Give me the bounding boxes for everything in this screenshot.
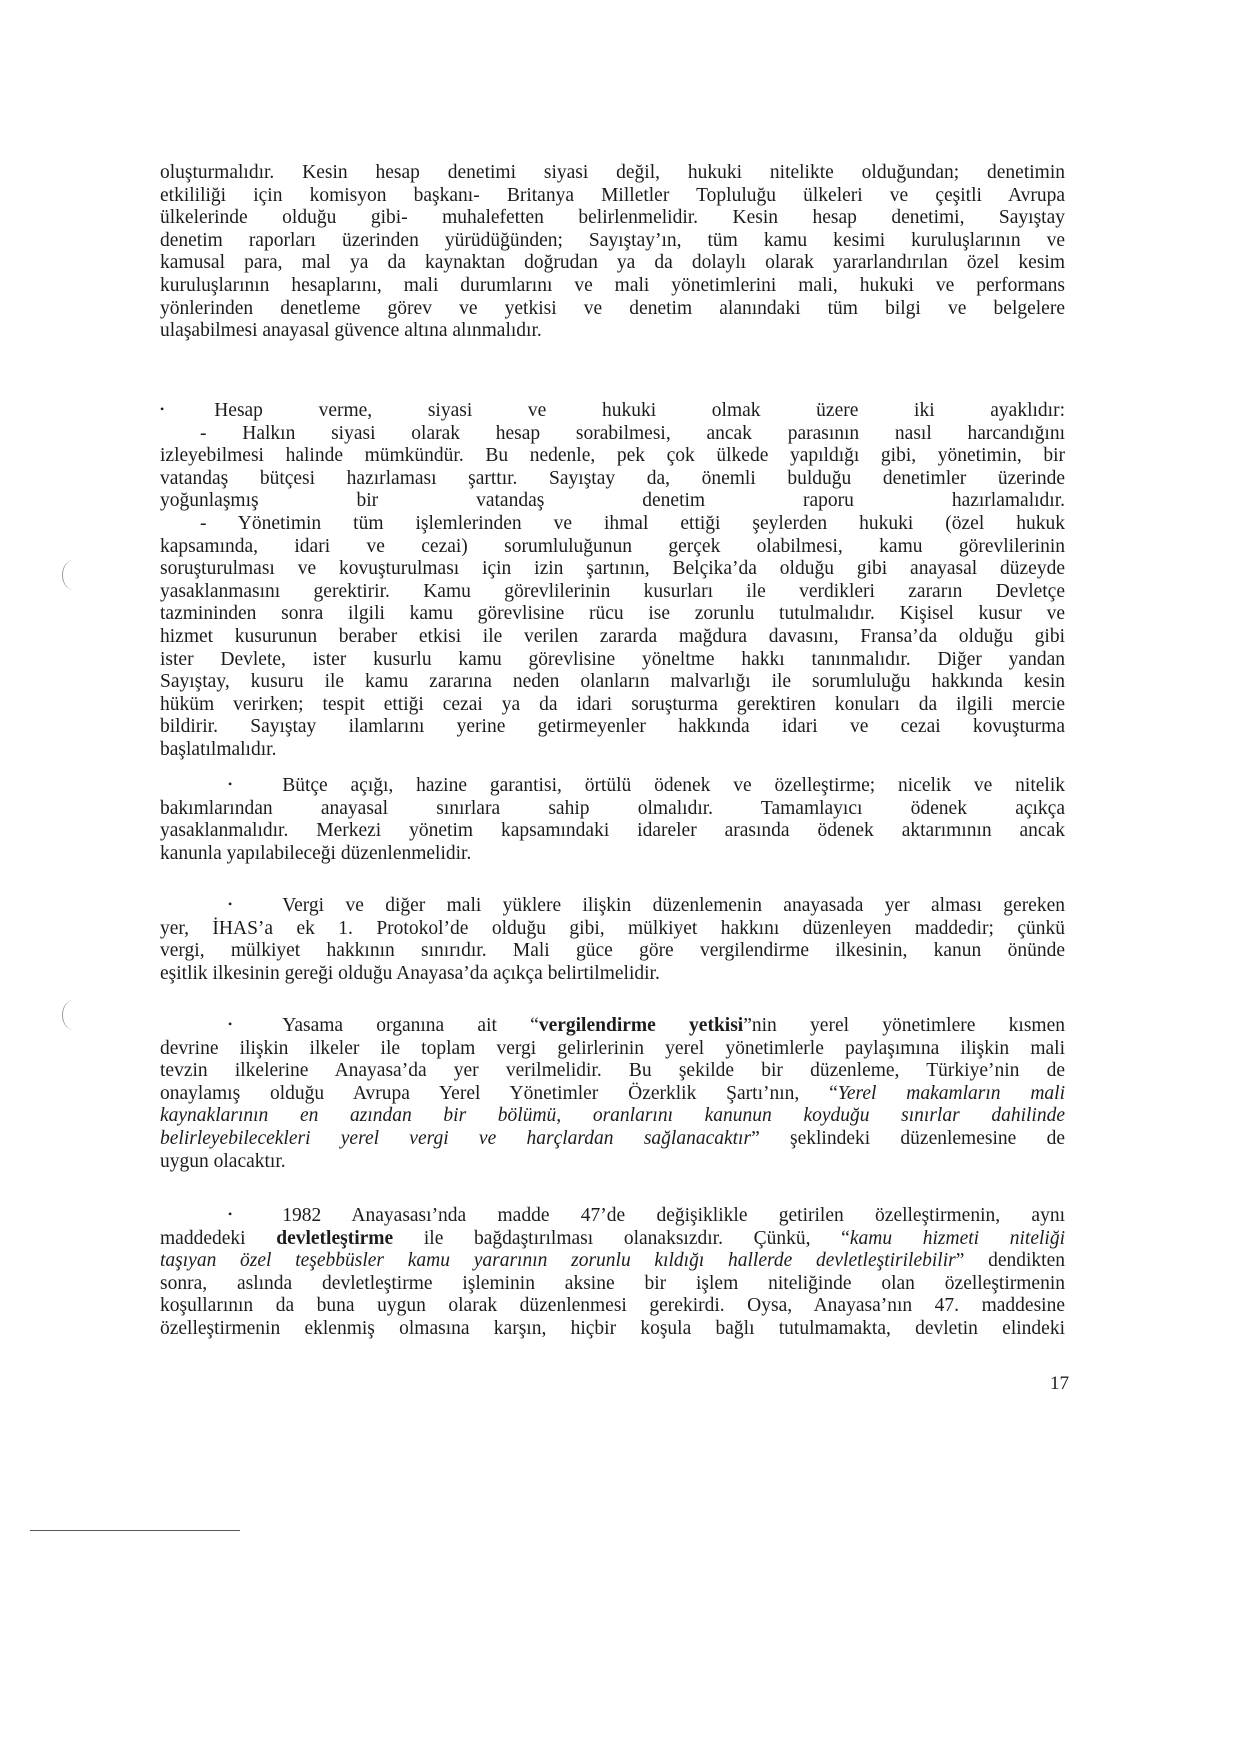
text-line [160, 558, 1065, 581]
paragraph-tax [160, 893, 1065, 985]
bullet-icon: • [228, 1207, 233, 1221]
text-line [160, 298, 1065, 321]
scan-punch-mark [62, 1000, 85, 1030]
text-line [160, 1318, 1065, 1341]
text-line [160, 230, 1065, 253]
text-line [160, 603, 1065, 626]
text-line [160, 798, 1065, 821]
text-segment: ulaşabilmesi anayasal güvence altına alınmalıdır. [160, 320, 542, 342]
paragraph-budget-limits [160, 773, 1065, 865]
text-segment: izleyebilmesi halinde mümkündür. Bu nedenle, pek çok ülkede yapıldığı gibi, yönetimin, bir [160, 445, 1065, 467]
text-segment: onaylamış olduğu Avrupa Yerel Yönetimler Özerklik Şartı’nın, “ [160, 1082, 838, 1104]
text-segment: hüküm verirken; tespit ettiği cezai ya da idari soruşturma gerektiren konuları da ilgili mercie [160, 693, 1065, 715]
paragraph-audit-committee [160, 162, 1065, 343]
text-segment: denetim raporları üzerinden yürüdüğünden; Sayıştay’ın, tüm kamu kesimi kuruluşlarının ve [160, 229, 1065, 251]
page-number: 17 [1050, 1373, 1069, 1394]
text-line [160, 252, 1065, 275]
text-segment: 1982 Anayasası’nda madde 47’de değişiklikle getirilen özelleştirmenin, aynı [282, 1205, 1065, 1226]
text-segment: koşullarının da buna uygun olarak düzenlenmesi gerekirdi. Oysa, Anayasa’nın 47. maddesine [160, 1295, 1065, 1317]
text-segment: ister Devlete, ister kusurlu kamu görevlisine yöneltme hakkı tanınmalıdır. Diğer yandan [160, 648, 1065, 670]
text-line [160, 1013, 1065, 1038]
footnote-separator [30, 1530, 240, 1531]
text-line [160, 940, 1065, 963]
text-segment: vergi, mülkiyet hakkının sınırıdır. Mali güce göre vergilendirme ilkesinin, kanun önünde [160, 940, 1065, 962]
text-line [160, 893, 1065, 918]
text-line [160, 1273, 1065, 1296]
text-segment: hizmet kusurunun beraber etkisi ile verilen zararda mağdura davasını, Fransa’da olduğu gibi [160, 625, 1065, 647]
text-segment: Yerel makamların mali [837, 1082, 1065, 1104]
text-line [160, 694, 1065, 717]
text-line [160, 185, 1065, 208]
text-segment: yasaklanmasını gerektirir. Kamu görevlilerinin kusurları ile verdikleri zararın Devletçe [160, 580, 1065, 602]
bullet-icon: • [228, 1017, 233, 1031]
text-segment: ile bağdaştırılması olanaksızdır. Çünkü, “ [393, 1227, 850, 1249]
text-line [160, 649, 1065, 672]
text-segment: yönlerinden denetleme görev ve yetkisi ve denetim alanındaki tüm bilgi ve belgelere [160, 297, 1065, 319]
text-line [160, 843, 1065, 866]
text-line [160, 513, 1065, 536]
text-segment: Yasama organına ait “ [282, 1015, 539, 1036]
text-line [160, 423, 1065, 446]
paragraph-accountability [160, 398, 1065, 762]
text-segment: yoğunlaşmış bir vatandaş denetim raporu hazırlamalıdır. [160, 490, 1065, 512]
text-line [160, 1228, 1065, 1251]
text-line [160, 820, 1065, 843]
text-line [160, 536, 1065, 559]
text-segment: tevzin ilkelerine Anayasa’da yer verilmelidir. Bu şekilde bir düzenleme, Türkiye’nin de [160, 1060, 1065, 1082]
text-segment: uygun olacaktır. [160, 1150, 286, 1172]
text-segment: vergilendirme yetkisi [538, 1015, 744, 1036]
paragraph-local-taxation [160, 1013, 1065, 1173]
text-segment: ” dendikten [955, 1250, 1065, 1272]
text-segment: ” şeklindeki düzenlemesine de [751, 1127, 1065, 1149]
text-segment: ”nin yerel yönetimlere kısmen [743, 1015, 1065, 1036]
text-segment: özelleştirmenin eklenmiş olmasına karşın, hiçbir koşula bağlı tutulmamakta, devletin elindeki [160, 1317, 1065, 1339]
text-segment: kuruluşlarının hesaplarını, mali durumlarını ve mali yönetimlerini mali, hukuki ve performans [160, 274, 1065, 296]
text-line [160, 1151, 1065, 1174]
text-segment: belirleyebilecekleri yerel vergi ve harçlardan sağlanacaktır [160, 1127, 752, 1149]
text-segment: sonra, aslında devletleştirme işleminin aksine bir işlem niteliğinde olan özelleştirmenin [160, 1272, 1065, 1294]
text-line [160, 1038, 1065, 1061]
text-line [160, 320, 1065, 343]
text-segment: oluşturmalıdır. Kesin hesap denetimi siyasi değil, hukuki nitelikte olduğundan; denetimin [160, 162, 1065, 183]
bullet-icon: • [160, 402, 165, 416]
text-segment: devrine ilişkin ilkeler ile toplam vergi gelirlerinin yerel yönetimlerle paylaşımına ilişkin mali [160, 1037, 1065, 1059]
text-segment: kanunla yapılabileceği düzenlenmelidir. [160, 842, 472, 864]
bullet-icon: • [228, 897, 233, 911]
text-segment: Sayıştay, kusuru ile kamu zararına neden olanların malvarlığı ile sorumluluğu hakkında kesin [160, 671, 1065, 693]
text-line [160, 1128, 1065, 1151]
text-segment: yasaklanmalıdır. Merkezi yönetim kapsamındaki idareler arasında ödenek aktarımının ancak [160, 820, 1065, 842]
scan-punch-mark [62, 560, 85, 590]
text-line [160, 1105, 1065, 1128]
text-segment: Bütçe açığı, hazine garantisi, örtülü ödenek ve özelleştirme; nicelik ve nitelik [282, 775, 1065, 796]
text-segment: taşıyan özel teşebbüsler kamu yararının zorunlu kıldığı hallerde devletleştirilebilir [160, 1250, 956, 1272]
text-line [160, 1203, 1065, 1228]
text-line [160, 468, 1065, 491]
text-line [160, 716, 1065, 739]
text-line [160, 275, 1065, 298]
text-segment: maddedeki [160, 1227, 277, 1249]
text-segment: - Halkın siyasi olarak hesap sorabilmesi, ancak parasının nasıl harcandığını [200, 422, 1065, 444]
text-line [160, 671, 1065, 694]
text-line [160, 581, 1065, 604]
text-segment: ülkelerinde olduğu gibi- muhalefetten belirlenmelidir. Kesin hesap denetimi, Sayıştay [160, 207, 1065, 229]
text-segment: kamusal para, mal ya da kaynaktan doğrudan ya da dolaylı olarak yararlandırılan özel kesim [160, 252, 1065, 274]
text-line [160, 1083, 1065, 1106]
bullet-icon: • [228, 777, 233, 791]
text-segment: soruşturulması ve kovuşturulması için izin şartının, Belçika’da olduğu gibi anayasal düzeyde [160, 558, 1065, 580]
text-line [160, 918, 1065, 941]
text-segment: Vergi ve diğer mali yüklere ilişkin düzenlemenin anayasada yer alması gereken [282, 895, 1065, 916]
text-line [160, 162, 1065, 185]
text-line [160, 963, 1065, 986]
text-line [160, 398, 1065, 423]
text-segment: devletleştirme [276, 1227, 394, 1249]
text-segment: başlatılmalıdır. [160, 738, 277, 760]
text-segment: kamu hizmeti niteliği [849, 1227, 1065, 1249]
text-segment: bakımlarından anayasal sınırlara sahip olmalıdır. Tamamlayıcı ödenek açıkça [160, 797, 1065, 819]
text-line [160, 445, 1065, 468]
text-line [160, 626, 1065, 649]
text-line [160, 207, 1065, 230]
text-segment: Hesap verme, siyasi ve hukuki olmak üzere iki ayaklıdır: [214, 400, 1065, 421]
text-segment: eşitlik ilkesinin gereği olduğu Anayasa’da açıkça belirtilmelidir. [160, 962, 660, 984]
text-line [160, 1060, 1065, 1083]
text-segment: tazmininden sonra ilgili kamu görevlisine rücu ise zorunlu tutulmalıdır. Kişisel kusur ve [160, 603, 1065, 625]
text-line [160, 773, 1065, 798]
text-line [160, 1295, 1065, 1318]
text-segment: etkililiği için komisyon başkanı- Britanya Milletler Topluluğu ülkeleri ve çeşitli Avrupa [160, 184, 1065, 206]
text-line [160, 739, 1065, 762]
text-line [160, 1250, 1065, 1273]
text-segment: bildirir. Sayıştay ilamlarını yerine getirmeyenler hakkında idari ve cezai kovuşturma [160, 716, 1065, 738]
text-segment: kaynaklarının en azından bir bölümü, oranlarını kanunun koyduğu sınırlar dahilinde [160, 1105, 1065, 1127]
text-segment: kapsamında, idari ve cezai) sorumluluğunun gerçek olabilmesi, kamu görevlilerinin [160, 535, 1065, 557]
text-segment: vatandaş bütçesi hazırlaması şarttır. Sayıştay da, önemli bulduğu denetimler üzerinde [160, 467, 1065, 489]
paragraph-privatization [160, 1203, 1065, 1341]
text-segment: yer, İHAS’a ek 1. Protokol’de olduğu gibi, mülkiyet hakkını düzenleyen maddedir; çünkü [160, 917, 1065, 939]
text-segment: - Yönetimin tüm işlemlerinden ve ihmal ettiği şeylerden hukuki (özel hukuk [200, 512, 1065, 534]
text-line [160, 490, 1065, 513]
